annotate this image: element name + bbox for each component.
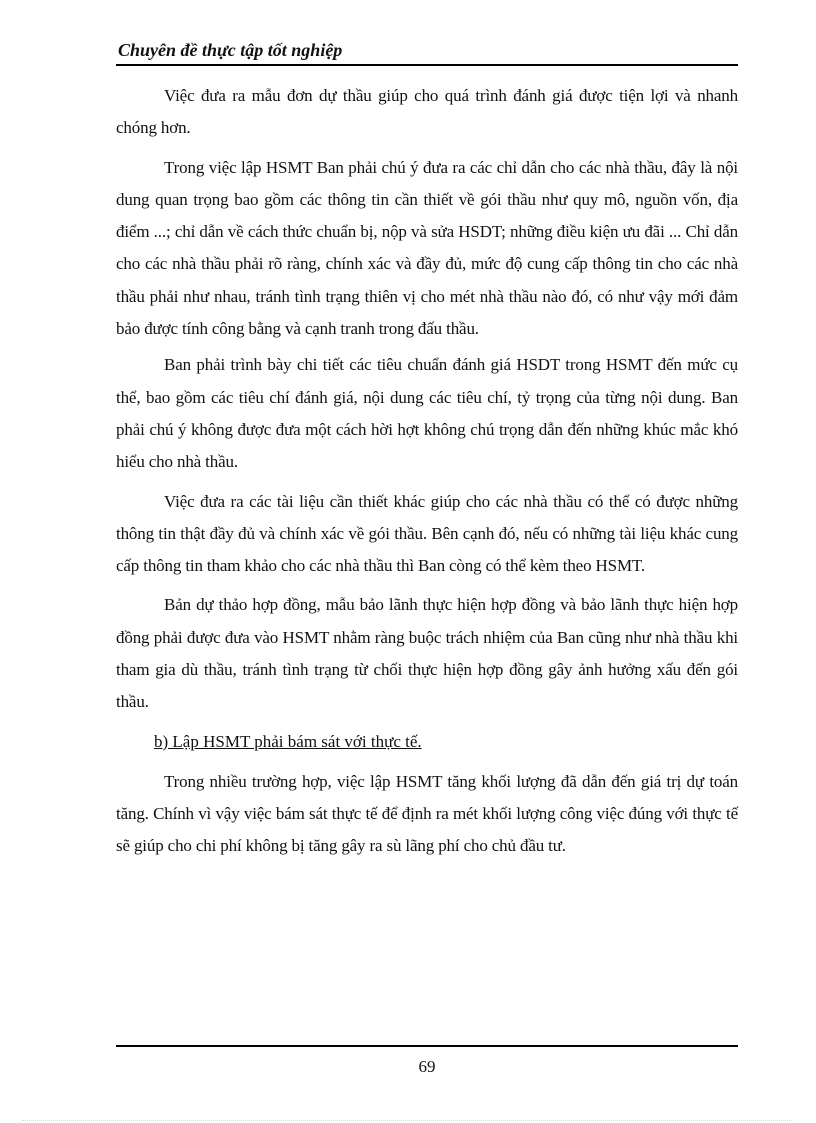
document-body xyxy=(116,80,738,867)
page-footer xyxy=(116,1045,738,1076)
subheading-text: b) Lập HSMT phải bám sát với thực tế. xyxy=(154,731,422,751)
paragraph-supporting-documents: Việc đưa ra các tài liệu cần thiết khác giúp cho các nhà thầu có thể có được những thông tin thật đầy đủ và chính xác về gói thầu. Bên cạnh đó, nếu có những tài liệu khác cung cấp thông tin tham khảo cho các nhà thầu thì Ban còng có thể kèm theo HSMT. xyxy=(116,491,738,576)
section-subheading xyxy=(116,726,738,758)
paragraph-evaluation-criteria: Ban phải trình bày chi tiết các tiêu chuẩn đánh giá HSDT trong HSMT đến mức cụ thể, bao gồm các tiêu chí đánh giá, nội dung các tiêu chí, tỷ trọng của từng nội dung. Ban phải chú ý không được đưa một cách hời hợt không chú trọng dẫn đến những khúc mắc khó hiểu cho nhà thầu. xyxy=(116,355,738,472)
paragraph-contract-draft: Bản dự thảo hợp đồng, mẫu bảo lãnh thực hiện hợp đồng và bảo lãnh thực hiện hợp đồng phải được đưa vào HSMT nhằm ràng buộc trách nhiệm của Ban cũng như nhà thầu khi tham gia dù thầu, tránh tình trạng từ chối thực hiện hợp đồng gây ảnh hưởng xấu đến gói thầu. xyxy=(116,595,738,712)
document-title: Chuyên đề thực tập tốt nghiệp xyxy=(118,40,343,60)
paragraph-bid-form: Việc đưa ra mẫu đơn dự thầu giúp cho quá trình đánh giá được tiện lợi và nhanh chóng hơn. xyxy=(116,86,738,138)
paragraph-cost-estimate: Trong nhiều trường hợp, việc lập HSMT tăng khối lượng đã dẫn đến giá trị dự toán tăng. Chính vì vậy việc bám sát thực tế để định ra mét khối lượng công việc đúng với thực tế sẽ giúp cho chi phí không bị tăng gây ra sù lãng phí cho chủ đầu tư. xyxy=(116,771,738,856)
page-bottom-divider xyxy=(22,1120,792,1121)
page-header xyxy=(116,36,738,66)
page-number: 69 xyxy=(418,1057,436,1076)
paragraph-bidder-instructions: Trong việc lập HSMT Ban phải chú ý đưa ra các chỉ dẫn cho các nhà thầu, đây là nội dung quan trọng bao gồm các thông tin cần thiết về gói thầu như quy mô, nguồn vốn, địa điểm ...; chỉ dẫn về cách thức chuẩn bị, nộp và sửa HSDT; những điều kiện ưu đãi ... Chỉ dẫn cho các nhà thầu phải rõ ràng, chính xác và đầy đủ, mức độ cung cấp thông tin cho các nhà thầu phải như nhau, tránh tình trạng thiên vị cho mét nhà thầu nào đó, có như vậy mới đảm bảo được tính công bằng và cạnh tranh trong đấu thầu. xyxy=(116,157,738,339)
